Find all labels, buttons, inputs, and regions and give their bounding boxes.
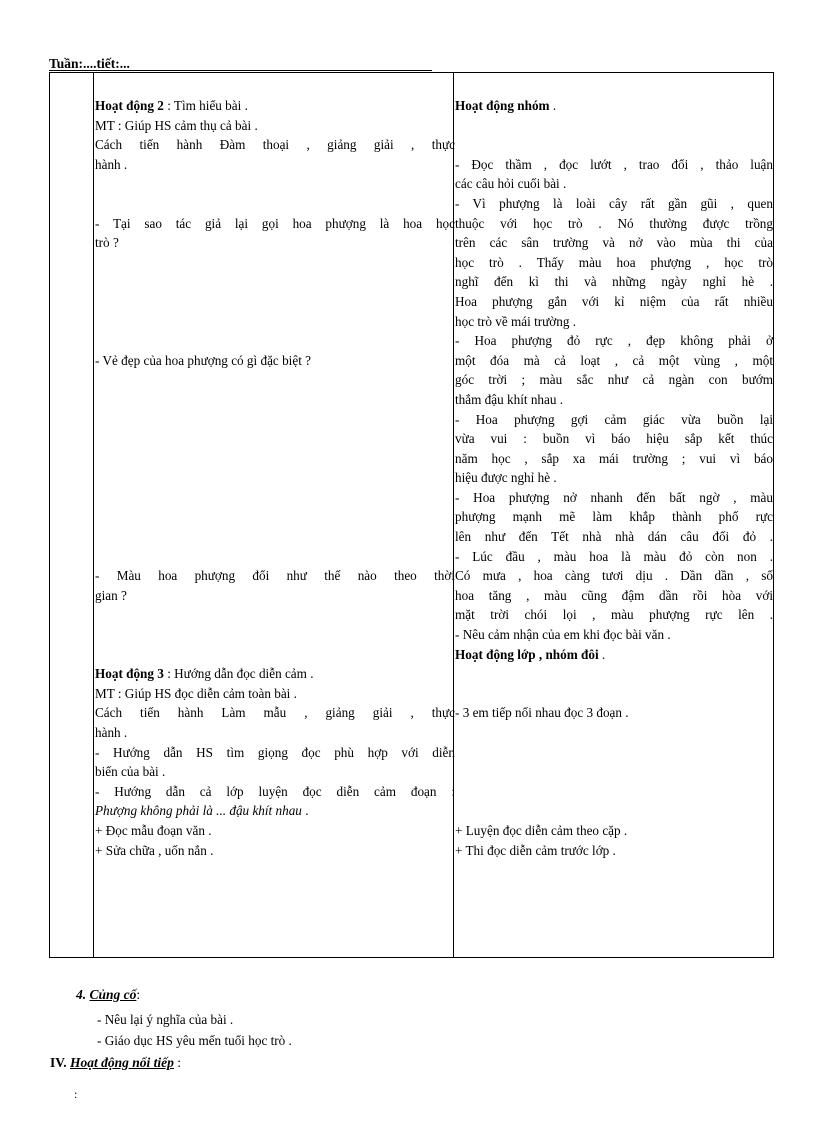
text-run: . <box>301 803 309 819</box>
text-line <box>95 135 455 155</box>
text-line <box>455 96 773 116</box>
text-line <box>455 194 773 214</box>
consolidation-number: 4. <box>76 987 87 1002</box>
text-line <box>95 723 455 743</box>
text-run: - Màu hoa phượng đổi như thế nào theo thời <box>95 568 455 584</box>
text-run: hành . <box>95 725 128 740</box>
text-line <box>455 488 773 508</box>
text-line <box>95 468 455 488</box>
text-run: Hoạt động 2 <box>95 98 164 113</box>
text-line <box>455 370 773 390</box>
text-line <box>95 566 455 586</box>
text-line <box>455 292 773 312</box>
text-line <box>95 410 455 430</box>
text-line <box>95 292 455 312</box>
text-run: mặt trời chói lọi , màu phượng rực lên . <box>455 607 773 623</box>
student-activities-column <box>455 96 773 860</box>
text-line <box>95 507 455 527</box>
text-line <box>95 331 455 351</box>
text-line <box>95 312 455 332</box>
column-divider-left <box>93 73 94 957</box>
text-run: biến của bài . <box>95 764 166 780</box>
text-line <box>95 743 455 763</box>
text-line <box>455 468 773 488</box>
text-line <box>455 253 773 273</box>
text-line <box>455 312 773 332</box>
text-line <box>455 429 773 449</box>
text-line <box>95 547 455 567</box>
text-line <box>455 272 773 292</box>
week-lesson-header: Tuần:....tiết:... <box>49 56 130 71</box>
text-run: trên các sân trường và nở vào mùa thi của <box>455 235 773 251</box>
consolidation-colon: : <box>136 987 141 1002</box>
text-line <box>455 507 773 527</box>
followup-heading <box>50 1055 181 1071</box>
text-run: Cách tiến hành Làm mẫu , giảng giải , thực <box>95 705 455 721</box>
text-run: . <box>549 98 557 113</box>
text-line <box>95 703 455 723</box>
text-line <box>455 723 773 743</box>
text-line <box>455 390 773 410</box>
text-line <box>95 605 455 625</box>
text-run: các câu hỏi cuối bài . <box>455 176 567 192</box>
text-line <box>95 586 455 606</box>
text-run: học trò . Thấy màu hoa phượng , học trò <box>455 254 773 270</box>
text-run: - Đọc thầm , đọc lướt , trao đổi , thảo luận <box>455 156 773 172</box>
text-line <box>95 174 455 194</box>
text-run: Hoa phượng gắn với kỉ niệm của rất nhiều <box>455 293 773 309</box>
text-run: vừa vui : buồn vì báo hiệu sắp kết thúc <box>455 431 773 447</box>
text-run: phượng mạnh mẽ làm khắp thành phố rực <box>455 509 773 525</box>
text-run: - Vì phượng là loài cây rất gần gũi , quen <box>455 195 773 211</box>
text-run: - Hướng dẫn cả lớp luyện đọc diễn cảm đoạn : <box>95 783 455 799</box>
text-line <box>95 96 455 116</box>
teacher-activities-column <box>95 96 455 860</box>
text-run: Phượng không phải là ... đậu khít nhau <box>95 803 302 819</box>
text-run: gian ? <box>95 587 127 603</box>
text-run: nghĩ đến kì thi và những ngày nghỉ hè . <box>455 274 773 290</box>
text-run: + Luyện đọc diễn cảm theo cặp . <box>455 822 628 838</box>
text-run: trò ? <box>95 235 119 251</box>
text-line <box>455 762 773 782</box>
text-line <box>455 625 773 645</box>
consolidation-item: - Giáo dục HS yêu mến tuổi học trò . <box>97 1033 292 1048</box>
text-line <box>95 116 455 136</box>
text-line <box>95 625 455 645</box>
text-line <box>95 801 455 821</box>
lesson-table <box>49 72 774 958</box>
text-line <box>95 194 455 214</box>
text-line <box>95 841 455 861</box>
text-line <box>95 272 455 292</box>
text-run: - Hoa phượng nở nhanh đến bất ngờ , màu <box>455 489 773 505</box>
text-line <box>455 410 773 430</box>
text-line <box>95 214 455 234</box>
text-run: học trò về mái trường . <box>455 313 577 329</box>
text-run: Hoạt động nhóm <box>455 98 550 113</box>
text-run: hành . <box>95 156 128 172</box>
text-line <box>455 155 773 175</box>
text-line <box>95 664 455 684</box>
text-line <box>95 370 455 390</box>
followup-title: Hoạt động nối tiếp <box>70 1055 174 1070</box>
text-line <box>95 351 455 371</box>
text-line <box>95 645 455 665</box>
text-line <box>455 233 773 253</box>
text-run: lên như đến Tết nhà nhà dán câu đối đỏ . <box>455 529 773 545</box>
text-line <box>95 821 455 841</box>
text-run: Hoạt động 3 <box>95 666 164 682</box>
text-line <box>455 605 773 625</box>
text-run: Hoạt động lớp , nhóm đôi <box>455 646 599 662</box>
text-run: MT : Giúp HS cảm thụ cả bài . <box>95 117 258 133</box>
text-run: - Lúc đầu , màu hoa là màu đỏ còn non . <box>455 548 773 564</box>
text-line <box>455 547 773 567</box>
text-line <box>455 449 773 469</box>
text-line <box>455 351 773 371</box>
text-line <box>95 390 455 410</box>
consolidation-title: Củng cố <box>89 987 137 1002</box>
text-line <box>455 331 773 351</box>
text-line <box>455 527 773 547</box>
text-run: + Sửa chữa , uốn nắn . <box>95 842 214 858</box>
consolidation-heading <box>76 987 140 1003</box>
text-run: hoa tăng , màu cũng đậm dần rồi hòa với <box>455 587 773 603</box>
text-run: - Nêu cảm nhận của em khi đọc bài văn . <box>455 627 671 643</box>
text-line <box>455 821 773 841</box>
text-line <box>455 214 773 234</box>
text-line <box>455 703 773 723</box>
text-run: - Hướng dẫn HS tìm giọng đọc phù hợp với diễn <box>95 744 455 760</box>
text-run: - Vẻ đẹp của hoa phượng có gì đặc biệt ? <box>95 352 312 368</box>
text-line <box>455 684 773 704</box>
text-run: góc trời ; màu sắc như cả ngàn con bướm <box>455 372 773 388</box>
text-run: - Hoa phượng gợi cảm giác vừa buồn lại <box>455 411 773 427</box>
text-line <box>455 135 773 155</box>
text-line <box>95 233 455 253</box>
text-line <box>455 586 773 606</box>
text-line <box>455 841 773 861</box>
text-run: hiệu được nghỉ hè . <box>455 470 557 486</box>
text-line <box>95 684 455 704</box>
text-run: MT : Giúp HS đọc diễn cảm toàn bài . <box>95 685 297 701</box>
text-line <box>455 174 773 194</box>
followup-roman: IV. <box>50 1055 67 1070</box>
text-line <box>95 155 455 175</box>
text-line <box>455 645 773 665</box>
text-line <box>95 782 455 802</box>
text-line <box>455 782 773 802</box>
header-underline <box>49 70 432 71</box>
text-run: : Tìm hiểu bài . <box>163 98 248 113</box>
text-run: năm học , sắp xa mái trường ; vui vì báo <box>455 450 773 466</box>
text-line <box>455 801 773 821</box>
text-line <box>95 429 455 449</box>
text-run: - Tại sao tác giả lại gọi hoa phượng là hoa học <box>95 215 455 231</box>
text-line <box>95 527 455 547</box>
text-run: thuộc với học trò . Nó thường được trồng <box>455 215 773 231</box>
text-run: + Thi đọc diễn cảm trước lớp . <box>455 842 616 858</box>
text-line <box>455 566 773 586</box>
text-run: - 3 em tiếp nối nhau đọc 3 đoạn . <box>455 705 629 721</box>
text-line <box>95 762 455 782</box>
followup-colon: : <box>173 1055 182 1070</box>
text-run: Cách tiến hành Đàm thoại , giảng giải , thực <box>95 137 455 153</box>
trailing-colon: : <box>74 1087 78 1101</box>
text-line <box>455 664 773 684</box>
text-run: + Đọc mẫu đoạn văn . <box>95 822 212 838</box>
text-run: - Hoa phượng đỏ rực , đẹp không phải ở <box>455 333 773 349</box>
text-run: . <box>598 646 606 662</box>
text-run: một đóa mà cả loạt , cả một vùng , một <box>455 352 773 368</box>
text-line <box>95 449 455 469</box>
consolidation-item: - Nêu lại ý nghĩa của bài . <box>97 1012 234 1027</box>
text-run: thắm đậu khít nhau . <box>455 391 564 407</box>
text-line <box>95 253 455 273</box>
text-run: Có mưa , hoa càng tươi dịu . Dần dần , số <box>455 568 773 584</box>
text-run: : Hướng dẫn đọc diễn cảm . <box>163 666 314 682</box>
text-line <box>95 488 455 508</box>
text-line <box>455 116 773 136</box>
text-line <box>455 743 773 763</box>
